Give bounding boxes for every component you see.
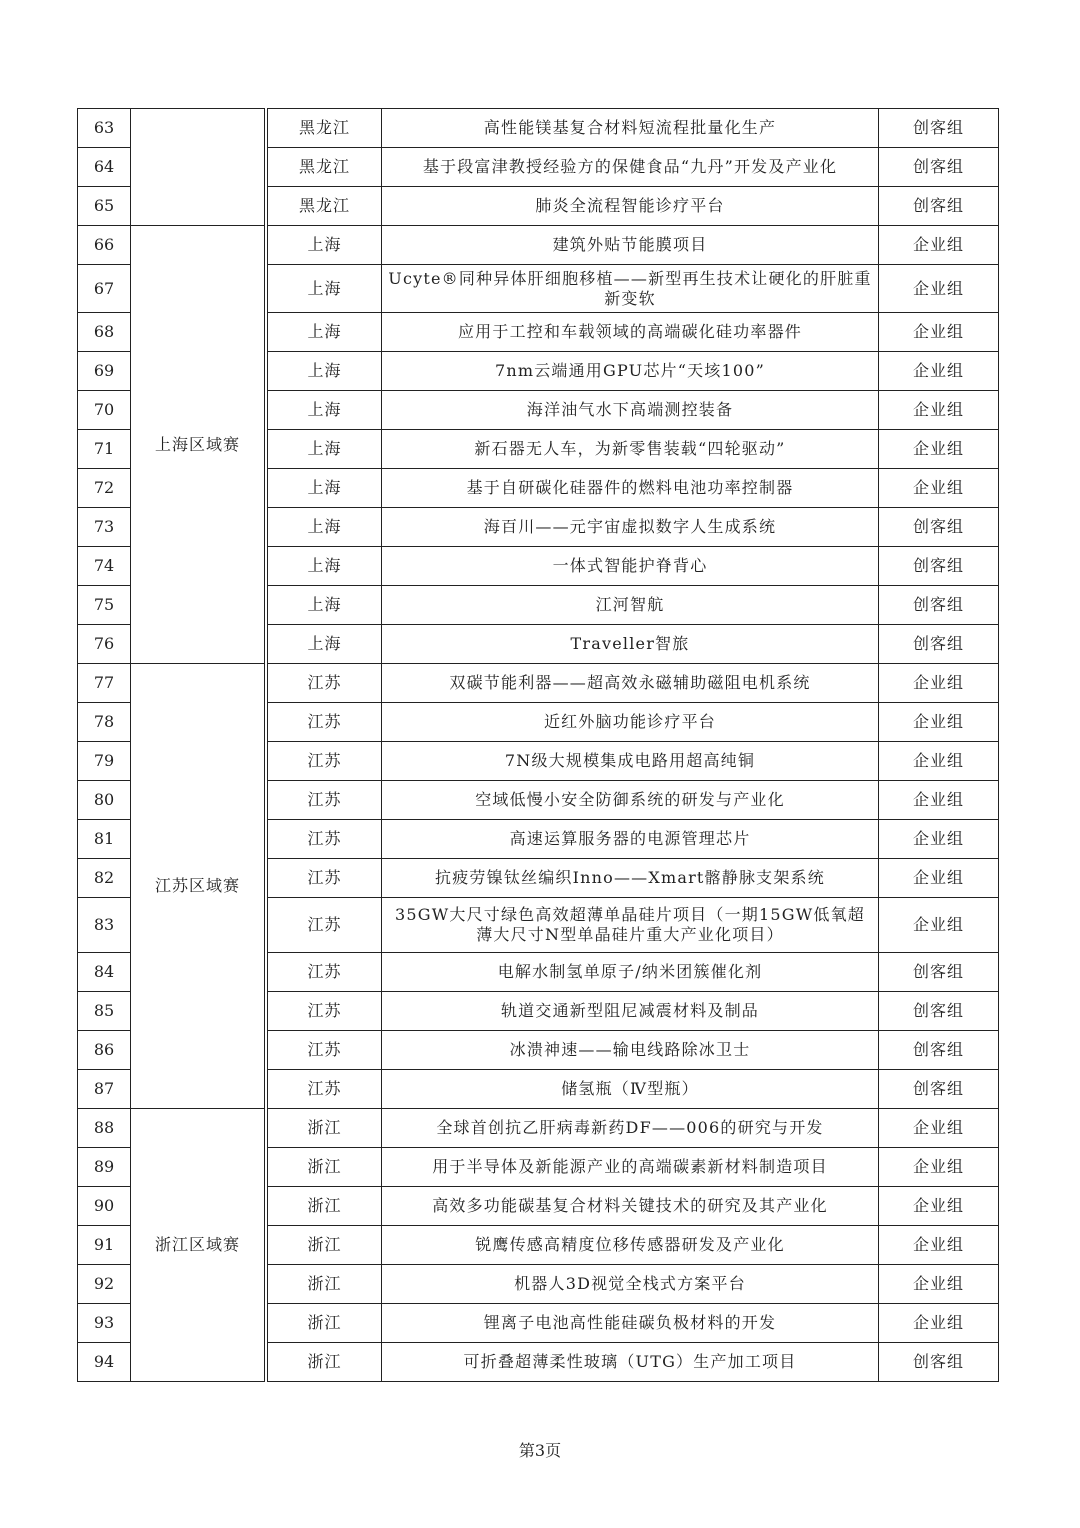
row-number-cell: 64 xyxy=(78,148,131,187)
group-cell: 企业组 xyxy=(879,352,999,391)
row-number-cell: 93 xyxy=(78,1304,131,1343)
project-name-cell: 锂离子电池高性能硅碳负极材料的开发 xyxy=(382,1304,879,1343)
project-name-cell: 抗疲劳镍钛丝编织Inno——Xmart髂静脉支架系统 xyxy=(382,859,879,898)
province-cell: 江苏 xyxy=(268,781,382,820)
region-cell: 上海区域赛 xyxy=(131,226,265,664)
province-cell: 黑龙江 xyxy=(268,109,382,148)
province-cell: 浙江 xyxy=(268,1304,382,1343)
group-cell: 企业组 xyxy=(879,1226,999,1265)
group-cell: 企业组 xyxy=(879,859,999,898)
row-number-cell: 88 xyxy=(78,1109,131,1148)
project-name-cell: 轨道交通新型阻尼减震材料及制品 xyxy=(382,992,879,1031)
project-name-cell: 肺炎全流程智能诊疗平台 xyxy=(382,187,879,226)
province-cell: 江苏 xyxy=(268,898,382,953)
province-cell: 上海 xyxy=(268,391,382,430)
table-row xyxy=(78,1109,999,1148)
row-number-cell: 79 xyxy=(78,742,131,781)
province-cell: 江苏 xyxy=(268,859,382,898)
project-name-cell: 江河智航 xyxy=(382,586,879,625)
row-number-cell: 94 xyxy=(78,1343,131,1382)
group-cell: 创客组 xyxy=(879,625,999,664)
province-cell: 江苏 xyxy=(268,820,382,859)
province-cell: 浙江 xyxy=(268,1187,382,1226)
project-name-cell: 双碳节能利器——超高效永磁辅助磁阻电机系统 xyxy=(382,664,879,703)
row-number-cell: 73 xyxy=(78,508,131,547)
province-cell: 上海 xyxy=(268,586,382,625)
row-number-cell: 72 xyxy=(78,469,131,508)
row-number-cell: 86 xyxy=(78,1031,131,1070)
province-cell: 上海 xyxy=(268,352,382,391)
row-number-cell: 66 xyxy=(78,226,131,265)
province-cell: 上海 xyxy=(268,547,382,586)
row-number-cell: 67 xyxy=(78,265,131,313)
group-cell: 企业组 xyxy=(879,430,999,469)
row-number-cell: 78 xyxy=(78,703,131,742)
row-number-cell: 90 xyxy=(78,1187,131,1226)
project-name-cell: 高速运算服务器的电源管理芯片 xyxy=(382,820,879,859)
group-cell: 创客组 xyxy=(879,148,999,187)
group-cell: 企业组 xyxy=(879,1148,999,1187)
row-number-cell: 76 xyxy=(78,625,131,664)
group-cell: 创客组 xyxy=(879,1343,999,1382)
row-number-cell: 63 xyxy=(78,109,131,148)
group-cell: 创客组 xyxy=(879,1031,999,1070)
province-cell: 浙江 xyxy=(268,1148,382,1187)
region-cell: 浙江区域赛 xyxy=(131,1109,265,1382)
province-cell: 上海 xyxy=(268,313,382,352)
group-cell: 企业组 xyxy=(879,1265,999,1304)
group-cell: 企业组 xyxy=(879,703,999,742)
project-name-cell: 高性能镁基复合材料短流程批量化生产 xyxy=(382,109,879,148)
row-number-cell: 71 xyxy=(78,430,131,469)
project-name-cell: 一体式智能护脊背心 xyxy=(382,547,879,586)
project-name-cell: 近红外脑功能诊疗平台 xyxy=(382,703,879,742)
row-number-cell: 77 xyxy=(78,664,131,703)
group-cell: 企业组 xyxy=(879,1109,999,1148)
province-cell: 江苏 xyxy=(268,703,382,742)
group-cell: 创客组 xyxy=(879,992,999,1031)
project-name-cell: 海洋油气水下高端测控装备 xyxy=(382,391,879,430)
province-cell: 上海 xyxy=(268,226,382,265)
group-cell: 企业组 xyxy=(879,226,999,265)
province-cell: 浙江 xyxy=(268,1343,382,1382)
project-name-cell: Traveller智旅 xyxy=(382,625,879,664)
group-cell: 创客组 xyxy=(879,953,999,992)
region-cell: 江苏区域赛 xyxy=(131,664,265,1109)
project-list-table xyxy=(77,108,999,1382)
project-name-cell: 7N级大规模集成电路用超高纯铜 xyxy=(382,742,879,781)
group-cell: 企业组 xyxy=(879,469,999,508)
project-name-cell: 机器人3D视觉全栈式方案平台 xyxy=(382,1265,879,1304)
row-number-cell: 75 xyxy=(78,586,131,625)
project-name-cell: 冰溃神速——输电线路除冰卫士 xyxy=(382,1031,879,1070)
province-cell: 上海 xyxy=(268,265,382,313)
group-cell: 创客组 xyxy=(879,586,999,625)
table-row xyxy=(78,109,999,148)
row-number-cell: 82 xyxy=(78,859,131,898)
project-name-cell: 7nm云端通用GPU芯片“天垓100” xyxy=(382,352,879,391)
row-number-cell: 65 xyxy=(78,187,131,226)
page-number: 第3页 xyxy=(518,1441,562,1460)
province-cell: 江苏 xyxy=(268,1070,382,1109)
row-number-cell: 91 xyxy=(78,1226,131,1265)
table-row xyxy=(78,226,999,265)
province-cell: 上海 xyxy=(268,508,382,547)
group-cell: 企业组 xyxy=(879,265,999,313)
row-number-cell: 89 xyxy=(78,1148,131,1187)
province-cell: 浙江 xyxy=(268,1265,382,1304)
group-cell: 企业组 xyxy=(879,898,999,953)
province-cell: 江苏 xyxy=(268,1031,382,1070)
group-cell: 创客组 xyxy=(879,109,999,148)
group-cell: 企业组 xyxy=(879,1187,999,1226)
project-name-cell: 储氢瓶（Ⅳ型瓶） xyxy=(382,1070,879,1109)
province-cell: 江苏 xyxy=(268,953,382,992)
province-cell: 浙江 xyxy=(268,1109,382,1148)
group-cell: 企业组 xyxy=(879,742,999,781)
province-cell: 上海 xyxy=(268,430,382,469)
group-cell: 企业组 xyxy=(879,664,999,703)
province-cell: 黑龙江 xyxy=(268,148,382,187)
province-cell: 上海 xyxy=(268,625,382,664)
row-number-cell: 70 xyxy=(78,391,131,430)
project-name-cell: 全球首创抗乙肝病毒新药DF——006的研究与开发 xyxy=(382,1109,879,1148)
row-number-cell: 81 xyxy=(78,820,131,859)
row-number-cell: 74 xyxy=(78,547,131,586)
project-name-cell: 建筑外贴节能膜项目 xyxy=(382,226,879,265)
group-cell: 企业组 xyxy=(879,313,999,352)
province-cell: 江苏 xyxy=(268,664,382,703)
project-name-cell: 空域低慢小安全防御系统的研发与产业化 xyxy=(382,781,879,820)
group-cell: 创客组 xyxy=(879,508,999,547)
project-name-cell: 高效多功能碳基复合材料关键技术的研究及其产业化 xyxy=(382,1187,879,1226)
group-cell: 企业组 xyxy=(879,820,999,859)
group-cell: 企业组 xyxy=(879,781,999,820)
project-name-cell: 锐鹰传感高精度位移传感器研发及产业化 xyxy=(382,1226,879,1265)
row-number-cell: 80 xyxy=(78,781,131,820)
table-body xyxy=(78,109,999,1382)
group-cell: 创客组 xyxy=(879,1070,999,1109)
project-name-cell: 应用于工控和车载领域的高端碳化硅功率器件 xyxy=(382,313,879,352)
project-name-cell: 电解水制氢单原子/纳米团簇催化剂 xyxy=(382,953,879,992)
project-name-cell: 可折叠超薄柔性玻璃（UTG）生产加工项目 xyxy=(382,1343,879,1382)
row-number-cell: 87 xyxy=(78,1070,131,1109)
project-name-cell: 基于段富津教授经验方的保健食品“九丹”开发及产业化 xyxy=(382,148,879,187)
group-cell: 企业组 xyxy=(879,1304,999,1343)
table-row xyxy=(78,664,999,703)
row-number-cell: 92 xyxy=(78,1265,131,1304)
project-name-cell: Ucyte®同种异体肝细胞移植——新型再生技术让硬化的肝脏重新变软 xyxy=(382,265,879,313)
group-cell: 企业组 xyxy=(879,391,999,430)
row-number-cell: 84 xyxy=(78,953,131,992)
project-name-cell: 海百川——元宇宙虚拟数字人生成系统 xyxy=(382,508,879,547)
province-cell: 上海 xyxy=(268,469,382,508)
region-cell xyxy=(131,109,265,226)
project-name-cell: 用于半导体及新能源产业的高端碳素新材料制造项目 xyxy=(382,1148,879,1187)
row-number-cell: 85 xyxy=(78,992,131,1031)
row-number-cell: 83 xyxy=(78,898,131,953)
project-name-cell: 35GW大尺寸绿色高效超薄单晶硅片项目（一期15GW低氧超薄大尺寸N型单晶硅片重大产业化项目） xyxy=(382,898,879,953)
project-name-cell: 基于自研碳化硅器件的燃料电池功率控制器 xyxy=(382,469,879,508)
province-cell: 浙江 xyxy=(268,1226,382,1265)
province-cell: 黑龙江 xyxy=(268,187,382,226)
province-cell: 江苏 xyxy=(268,992,382,1031)
group-cell: 创客组 xyxy=(879,187,999,226)
province-cell: 江苏 xyxy=(268,742,382,781)
row-number-cell: 68 xyxy=(78,313,131,352)
project-name-cell: 新石器无人车，为新零售装载“四轮驱动” xyxy=(382,430,879,469)
group-cell: 创客组 xyxy=(879,547,999,586)
row-number-cell: 69 xyxy=(78,352,131,391)
